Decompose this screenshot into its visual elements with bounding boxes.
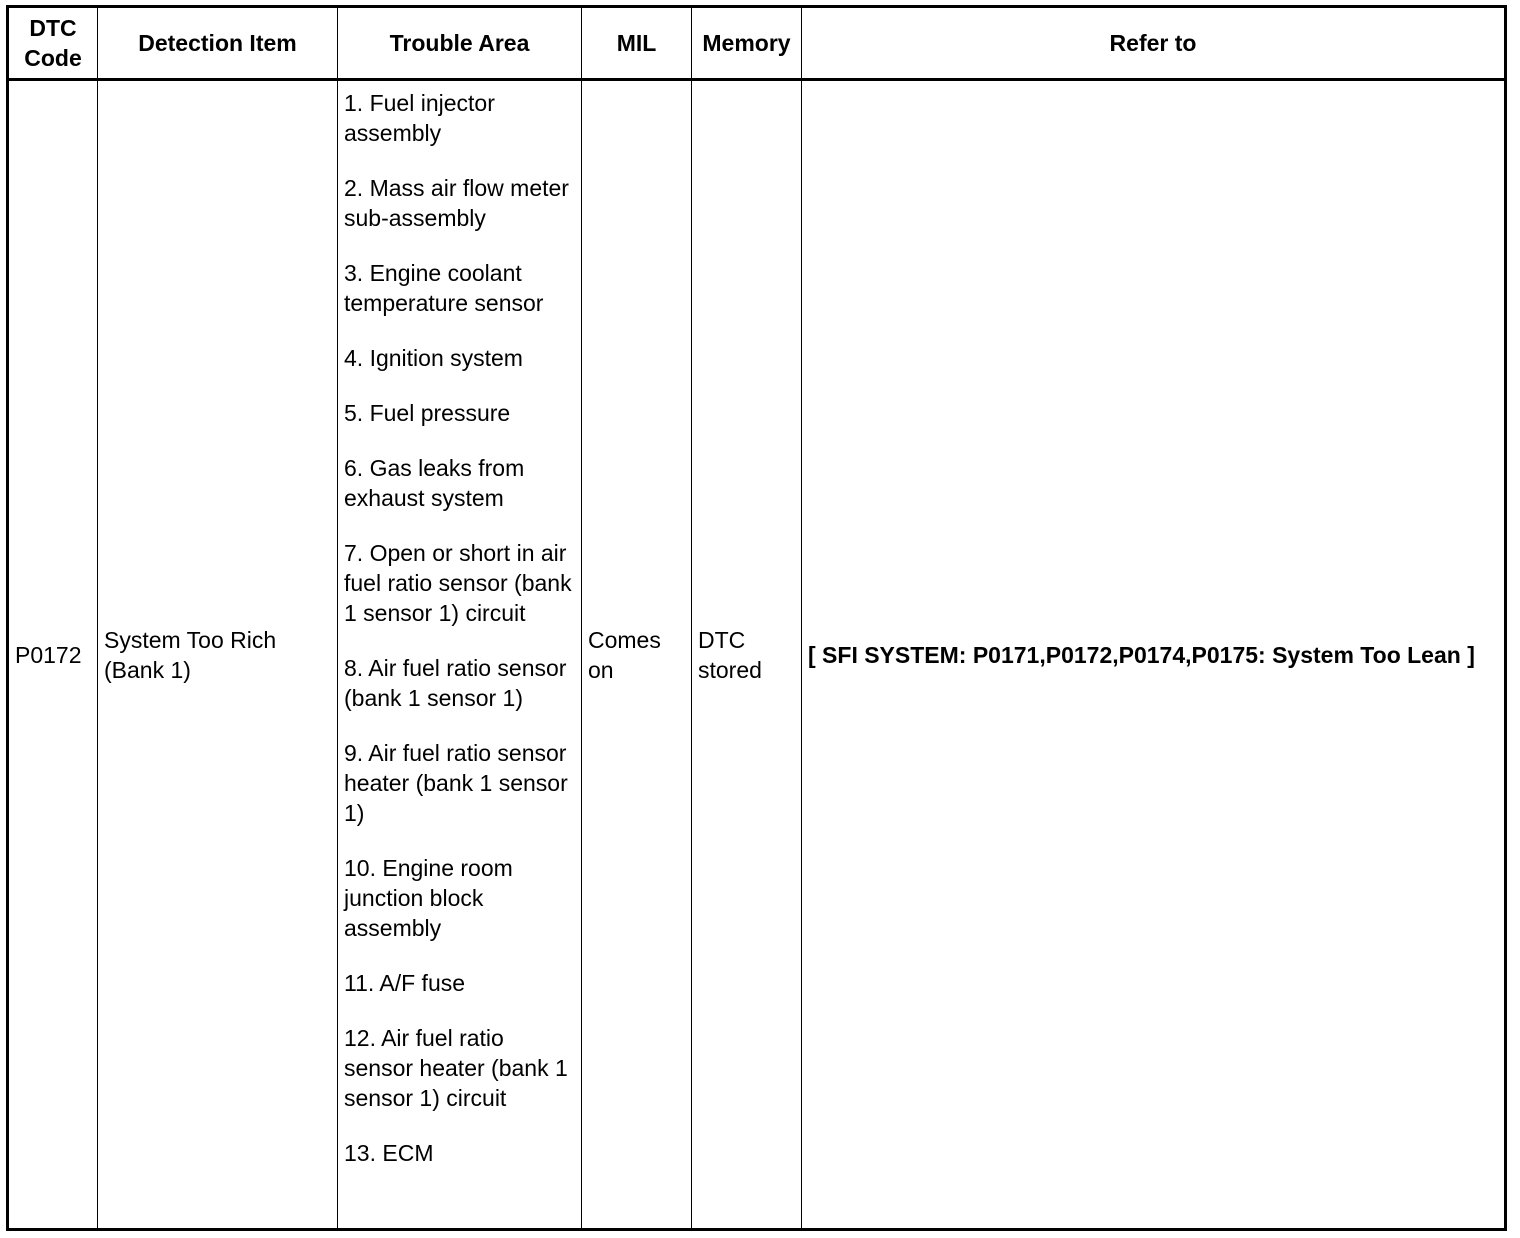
trouble-area-list [344, 88, 575, 1168]
table-header [8, 7, 1506, 80]
cell-memory: DTC stored [692, 80, 802, 1230]
header-memory: Memory [692, 7, 802, 80]
trouble-area-item: 12. Air fuel ratio sensor heater (bank 1 sensor 1) circuit [344, 1025, 568, 1111]
trouble-area-item: 8. Air fuel ratio sensor (bank 1 sensor 1) [344, 655, 567, 711]
cell-detection-item: System Too Rich (Bank 1) [98, 80, 338, 1230]
header-dtc-code: DTC Code [8, 7, 98, 80]
table-body [8, 80, 1506, 1230]
header-trouble-area: Trouble Area [338, 7, 582, 80]
header-row [8, 7, 1506, 80]
trouble-area-item: 1. Fuel injector assembly [344, 90, 495, 146]
trouble-area-item: 7. Open or short in air fuel ratio sensor (bank 1 sensor 1) circuit [344, 540, 572, 626]
cell-dtc-code: P0172 [8, 80, 98, 1230]
cell-trouble-area [338, 80, 582, 1230]
header-refer-to: Refer to [802, 7, 1506, 80]
cell-refer-to [802, 80, 1506, 1230]
trouble-area-item: 5. Fuel pressure [344, 400, 511, 426]
header-detection-item: Detection Item [98, 7, 338, 80]
trouble-area-item: 4. Ignition system [344, 345, 523, 371]
table-row [8, 80, 1506, 1230]
trouble-area-item: 3. Engine coolant temperature sensor [344, 260, 544, 316]
trouble-area-item: 11. A/F fuse [344, 970, 466, 996]
cell-mil: Comes on [582, 80, 692, 1230]
trouble-area-item: 2. Mass air flow meter sub-assembly [344, 175, 569, 231]
trouble-area-item: 9. Air fuel ratio sensor heater (bank 1 sensor 1) [344, 740, 568, 826]
trouble-area-item: 13. ECM [344, 1140, 434, 1166]
header-mil: MIL [582, 7, 692, 80]
dtc-table [6, 5, 1507, 1231]
trouble-area-item: 10. Engine room junction block assembly [344, 855, 513, 941]
trouble-area-item: 6. Gas leaks from exhaust system [344, 455, 525, 511]
refer-to-link[interactable]: [ SFI SYSTEM: P0171,P0172,P0174,P0175: System Too Lean ] [808, 641, 1475, 668]
